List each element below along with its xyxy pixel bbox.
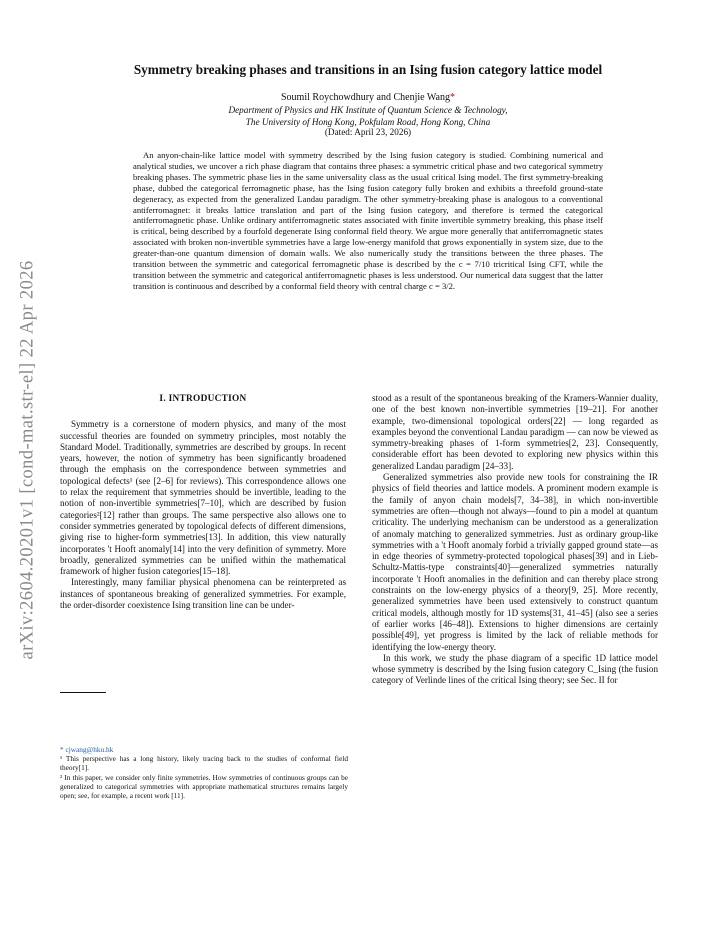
- authors-names: Soumil Roychowdhury and Chenjie Wang: [281, 92, 450, 103]
- footnote: ² In this paper, we consider only finite symmetries. How symmetries of continuous groups can be generalized to categorical symmetries with appropriate mathematical structures remains largely open; see, for example, a recent work [11].: [60, 772, 348, 801]
- affiliation-line: Department of Physics and HK Institute of Quantum Science & Technology,: [228, 105, 508, 115]
- right-column: [372, 393, 658, 687]
- body-paragraph: stood as a result of the spontaneous breaking of the Kramers-Wannier duality, one of the best known non-invertible symmetries [19–21]. For another example, two-dimensional topological orders[22] — long regarded as examples beyond the conventional Landau paradigm — can now be viewed as symmetry-breaking phases of 1-form symmetries[2, 23]. Consequently, considerable effort has been devoted to exploring new physics within this generalized Landau paradigm [24–33].: [372, 393, 658, 471]
- body-paragraph: Symmetry is a cornerstone of modern physics, and many of the most successful theories are founded on symmetry principles, most notably the Standard Model. Traditionally, symmetries are described by groups. In recent years, however, the notion of symmetry has been significantly broadened through the emphasis on the correspondence between symmetries and topological defects¹ (see [2–6] for reviews). This correspondence allows one to relax the requirement that symmetries should be invertible, leading to the notion of non-invertible symmetries[7–10], which are described by fusion categories²[12] rather than groups. The same perspective also allows one to consider symmetries generated by topological defects of different dimensions, giving rise to higher-form symmetries[13]. In addition, this view naturally incorporates 't Hooft anomaly[14] into the very definition of symmetry. More broadly, generalized symmetries can be unified within the mathematical framework of higher fusion categories[15–18].: [60, 419, 346, 577]
- paper-title: Symmetry breaking phases and transitions in an Ising fusion category lattice model: [133, 62, 603, 77]
- author-line: [58, 92, 678, 103]
- footnote-divider: [60, 692, 106, 693]
- left-column: [60, 392, 346, 611]
- footnote: ¹ This perspective has a long history, likely tracing back to the studies of conformal field theory[1].: [60, 754, 348, 773]
- footnotes: [60, 745, 348, 800]
- date-line: (Dated: April 23, 2026): [324, 127, 412, 137]
- affiliation-line: The University of Hong Kong, Pokfulam Road, Hong Kong, China: [245, 117, 491, 127]
- abstract: An anyon-chain-like lattice model with symmetry described by the Ising fusion category is studied. Combining numerical and analytical studies, we uncover a rich phase diagram that contains three phases: a symmetric critical phase and two categorical symmetry breaking phases. The symmetric phase lies in the same universality class as the usual critical Ising model. The first symmetry-breaking phase, dubbed the categorical ferromagnetic phase, has the Ising fusion category fully broken and exhibits a threefold ground-state degeneracy, as expected from the generalized Landau paradigm. The other symmetry-breaking phase is analogous to a conventional antiferromagnet: it breaks lattice translation and part of the Ising fusion category, and therefore is termed the categorical antiferromagnetic phase. Unlike ordinary antiferromagnetic states associated with finite invertible symmetry breaking, this phase itself is critical, being described by a fourfold degenerate Ising conformal field theory. We argue more generally that antiferromagnetic states associated with broken non-invertible symmetries have a large low-energy manifold that grows exponentially in system size, due to the greater-than-one quantum dimension of domain walls. We also numerically study the transitions between the three phases. The transition between the symmetric and categorical ferromagnetic phase is described by the c = 7/10 tricritical Ising CFT, while the transition between the symmetric and categorical antiferromagnetic phases is less understood. Our numerical data suggest that the latter transition is continuous and described by a conformal field theory with central charge c = 3/2.: [133, 150, 603, 291]
- body-paragraph: Generalized symmetries also provide new tools for constraining the IR physics of field theories and lattice models. A prominent modern example is the family of anyon chain models[7, 34–38], in which non-invertible symmetries are often—though not always—found to pin a model at quantum criticality. The underlying mechanism can be understood as a generalization of anomaly matching to generalized symmetries. Just as ordinary group-like symmetries with a 't Hooft anomaly forbid a trivially gapped ground state—as in edge theories of symmetry-protected topological phases[39] and in Lieb-Schultz-Mattis-type constraints[40]—generalized symmetries naturally incorporate 't Hooft anomalies in the definition and can thereby place strong constraints on the low-energy physics of a theory[9, 25]. More recently, generalized symmetries have been used extensively to construct quantum critical models, although mostly for 1D systems[31, 41–45] (also see a series of earlier works [46–48]). Extensions to higher dimensions are certainly possible[49], yet progress is limited by the lack of reliable methods for identifying the low-energy theory.: [372, 472, 658, 652]
- body-paragraph: In this work, we study the phase diagram of a specific 1D lattice model whose symmetry is described by the Ising fusion category C_Ising (the fusion category of Verlinde lines of the critical Ising theory; see Sec. II for: [372, 652, 658, 686]
- body-paragraph: Interestingly, many familiar physical phenomena can be reinterpreted as instances of spontaneous breaking of generalized symmetries. For example, the order-disorder coexistence Ising transition line can be under-: [60, 577, 346, 611]
- footnote-email[interactable]: * cjwang@hku.hk: [60, 745, 114, 754]
- arxiv-side-stamp: [10, 200, 46, 720]
- corresponding-author-mark[interactable]: *: [450, 92, 455, 103]
- section-heading: I. INTRODUCTION: [159, 394, 247, 404]
- affiliation: [58, 104, 678, 128]
- arxiv-identifier[interactable]: arXiv:2604.20201v1 [cond-mat.str-el] 22 Apr 2026: [17, 260, 38, 660]
